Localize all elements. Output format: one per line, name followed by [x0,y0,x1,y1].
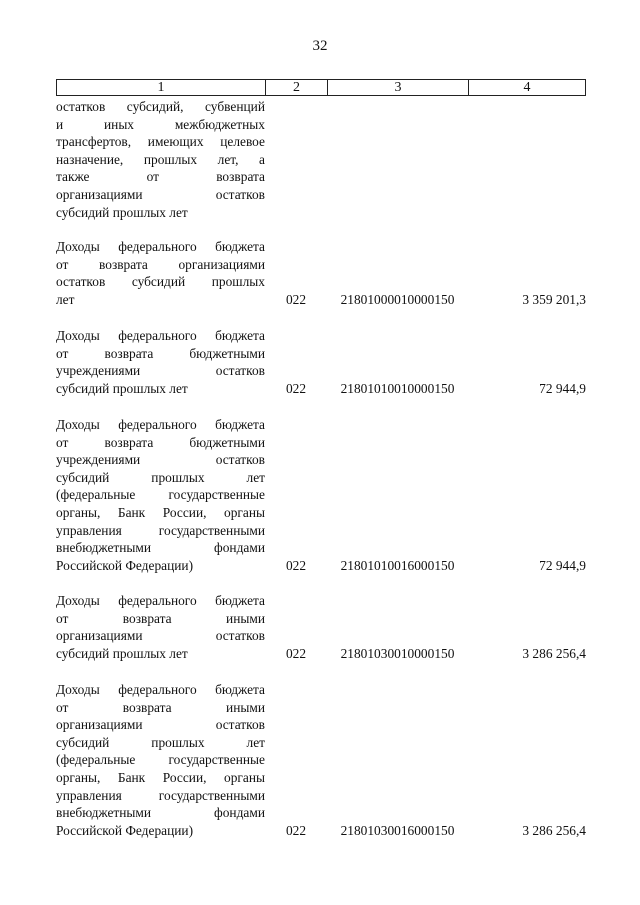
description-line: учреждениями остатков [56,363,265,379]
header-col-3: 3 [328,80,469,95]
description-line: от возврата бюджетными [56,434,265,450]
header-col-1: 1 [57,80,266,95]
row-code: 022 [285,645,307,661]
description-line: органы, Банк России, органы [56,769,265,785]
description-line: субсидий прошлых лет [56,734,265,750]
description-line: и иных межбюджетных [56,116,265,132]
description-line: также от возврата [56,169,265,185]
row-description [56,416,265,574]
description-line: организациями остатков [56,186,265,202]
description-line: Доходы федерального бюджета [56,593,265,608]
description-line: органы, Банк России, органы [56,504,265,520]
header-col-4: 4 [523,80,531,95]
description-line: остатков субсидий, субвенций [56,99,265,114]
row-kbk-code: 21801030010000150 [340,645,455,661]
table-row [56,327,586,397]
table-row [56,238,586,308]
description-line: назначение, прошлых лет, а [56,151,265,167]
row-kbk-code: 21801030016000150 [340,822,455,838]
description-line: внебюджетными фондами [56,805,265,821]
row-amount: 3 359 201,3 [522,291,586,307]
description-line: управления государственными [56,787,265,803]
row-amount: 72 944,9 [539,380,586,396]
description-line: учреждениями остатков [56,452,265,468]
description-line: Российской Федерации) [56,822,194,838]
description-line: Доходы федерального бюджета [56,328,265,343]
table-row [56,98,586,221]
row-description [56,327,265,397]
table-header [56,79,586,96]
description-line: внебюджетными фондами [56,540,265,556]
description-line: (федеральные государственные [56,752,265,768]
description-line: управления государственными [56,522,265,538]
table-row [56,592,586,662]
row-code: 022 [285,557,307,573]
description-line: субсидий прошлых лет [56,645,188,661]
description-line: от возврата бюджетными [56,345,265,361]
row-code: 022 [285,822,307,838]
description-line: Российской Федерации) [56,557,194,573]
description-line: (федеральные государственные [56,487,265,503]
row-code: 022 [285,291,307,307]
row-amount: 3 286 256,4 [522,645,586,661]
description-line: от возврата организациями [56,256,265,272]
description-line: субсидий прошлых лет [56,469,265,485]
row-kbk-code: 21801000010000150 [340,291,455,307]
description-line: субсидий прошлых лет [56,204,188,220]
row-description [56,238,265,308]
row-kbk-code: 21801010010000150 [340,380,455,396]
description-line: трансфертов, имеющих целевое [56,134,265,150]
description-line: Доходы федерального бюджета [56,239,265,254]
description-line: субсидий прошлых лет [56,380,188,396]
table-row [56,416,586,574]
row-amount: 72 944,9 [539,557,586,573]
description-line: от возврата иными [56,610,265,626]
row-description [56,592,265,662]
description-line: Доходы федерального бюджета [56,417,265,432]
description-line: организациями остатков [56,717,265,733]
description-line: остатков субсидий прошлых [56,274,265,290]
header-col-2: 2 [266,80,328,95]
row-description [56,681,265,839]
table-row [56,681,586,839]
page-number: 32 [312,38,328,54]
description-line: от возврата иными [56,699,265,715]
row-amount: 3 286 256,4 [522,822,586,838]
row-description [56,98,265,221]
row-kbk-code: 21801010016000150 [340,557,455,573]
row-code: 022 [285,380,307,396]
description-line: организациями остатков [56,628,265,644]
description-line: Доходы федерального бюджета [56,682,265,697]
description-line: лет [56,291,75,307]
